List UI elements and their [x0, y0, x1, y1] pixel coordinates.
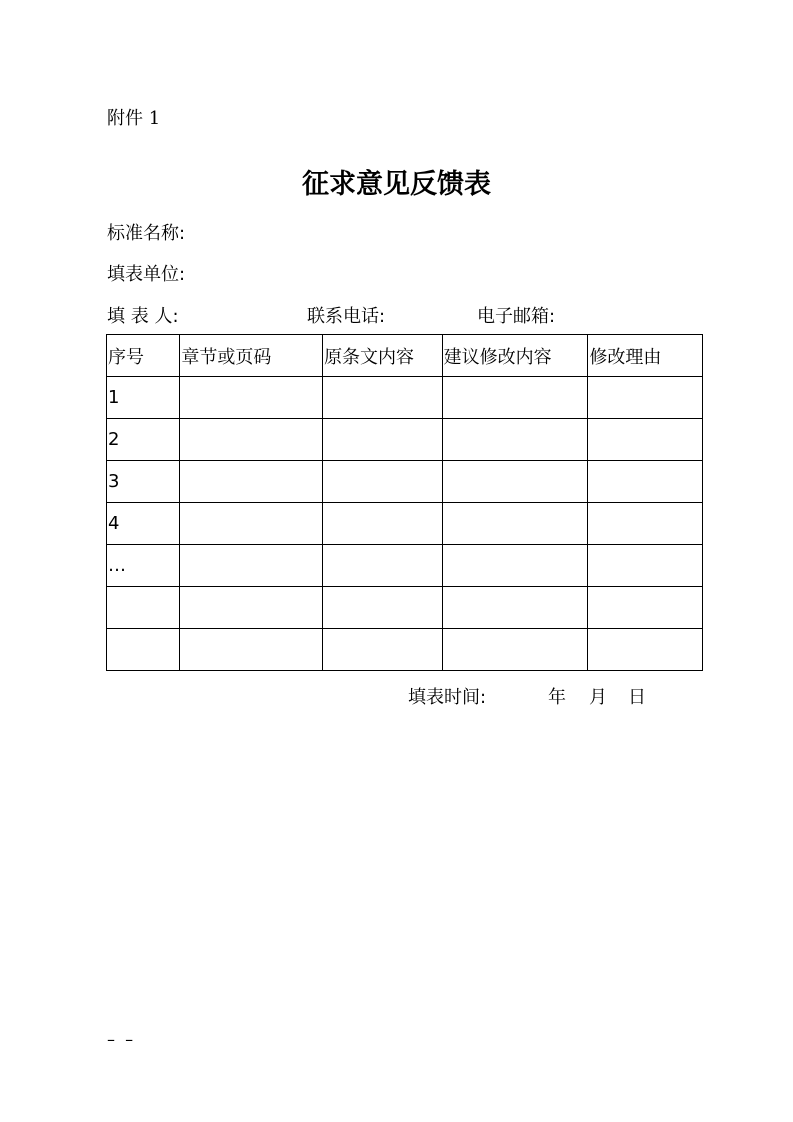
- table-cell[interactable]: 2: [107, 419, 180, 461]
- table-row: [107, 377, 703, 419]
- table-cell[interactable]: 4: [107, 503, 180, 545]
- table-row: [107, 503, 703, 545]
- header-chapter-or-page: 章节或页码: [180, 335, 323, 377]
- table-cell[interactable]: [588, 377, 703, 419]
- table-cell[interactable]: [323, 377, 443, 419]
- attachment-label: 附件 1: [107, 108, 161, 129]
- table-cell[interactable]: [442, 587, 588, 629]
- table-cell[interactable]: [588, 545, 703, 587]
- table-cell[interactable]: [107, 629, 180, 671]
- table-cell[interactable]: [107, 587, 180, 629]
- filler-label: 填 表 人:: [107, 306, 179, 327]
- table-cell[interactable]: [323, 503, 443, 545]
- day-label: 日: [628, 687, 646, 708]
- fill-time-label: 填表时间:: [408, 687, 487, 708]
- header-serial-number: 序号: [107, 335, 180, 377]
- table-cell[interactable]: [442, 545, 588, 587]
- table-cell[interactable]: [180, 419, 323, 461]
- table-header-row: [107, 335, 703, 377]
- table-cell[interactable]: [588, 419, 703, 461]
- header-suggested-change: 建议修改内容: [442, 335, 588, 377]
- table-row: [107, 545, 703, 587]
- table-cell[interactable]: [588, 587, 703, 629]
- table-cell[interactable]: [323, 461, 443, 503]
- table-cell[interactable]: 1: [107, 377, 180, 419]
- table-cell[interactable]: [180, 503, 323, 545]
- table-cell[interactable]: [323, 587, 443, 629]
- feedback-table: [106, 334, 703, 671]
- table-cell[interactable]: [323, 419, 443, 461]
- table-cell[interactable]: [442, 377, 588, 419]
- standard-name-label: 标准名称:: [107, 223, 186, 244]
- table-cell[interactable]: [442, 461, 588, 503]
- table-cell[interactable]: [442, 629, 588, 671]
- table-cell[interactable]: [180, 377, 323, 419]
- table-cell[interactable]: [323, 629, 443, 671]
- filling-unit-label: 填表单位:: [107, 264, 186, 285]
- header-original-text: 原条文内容: [323, 335, 443, 377]
- table-cell[interactable]: [180, 629, 323, 671]
- contact-phone-label: 联系电话:: [307, 306, 386, 327]
- page-title: 征求意见反馈表: [302, 169, 491, 200]
- email-label: 电子邮箱:: [477, 306, 556, 327]
- table-row: [107, 587, 703, 629]
- table-row: [107, 419, 703, 461]
- year-label: 年: [548, 687, 566, 708]
- table-cell[interactable]: [588, 629, 703, 671]
- table-cell[interactable]: [180, 587, 323, 629]
- table-row: [107, 461, 703, 503]
- month-label: 月: [589, 687, 607, 708]
- contact-row: [107, 302, 556, 328]
- table-cell[interactable]: [180, 461, 323, 503]
- table-cell[interactable]: 3: [107, 461, 180, 503]
- table-cell[interactable]: [442, 419, 588, 461]
- table-cell[interactable]: [180, 545, 323, 587]
- table-row: [107, 629, 703, 671]
- header-reason: 修改理由: [588, 335, 703, 377]
- table-cell[interactable]: …: [107, 545, 180, 587]
- fill-time-row: [408, 683, 646, 709]
- table-cell[interactable]: [442, 503, 588, 545]
- table-cell[interactable]: [588, 503, 703, 545]
- table-cell[interactable]: [323, 545, 443, 587]
- page-footer: – –: [107, 1030, 134, 1049]
- table-cell[interactable]: [588, 461, 703, 503]
